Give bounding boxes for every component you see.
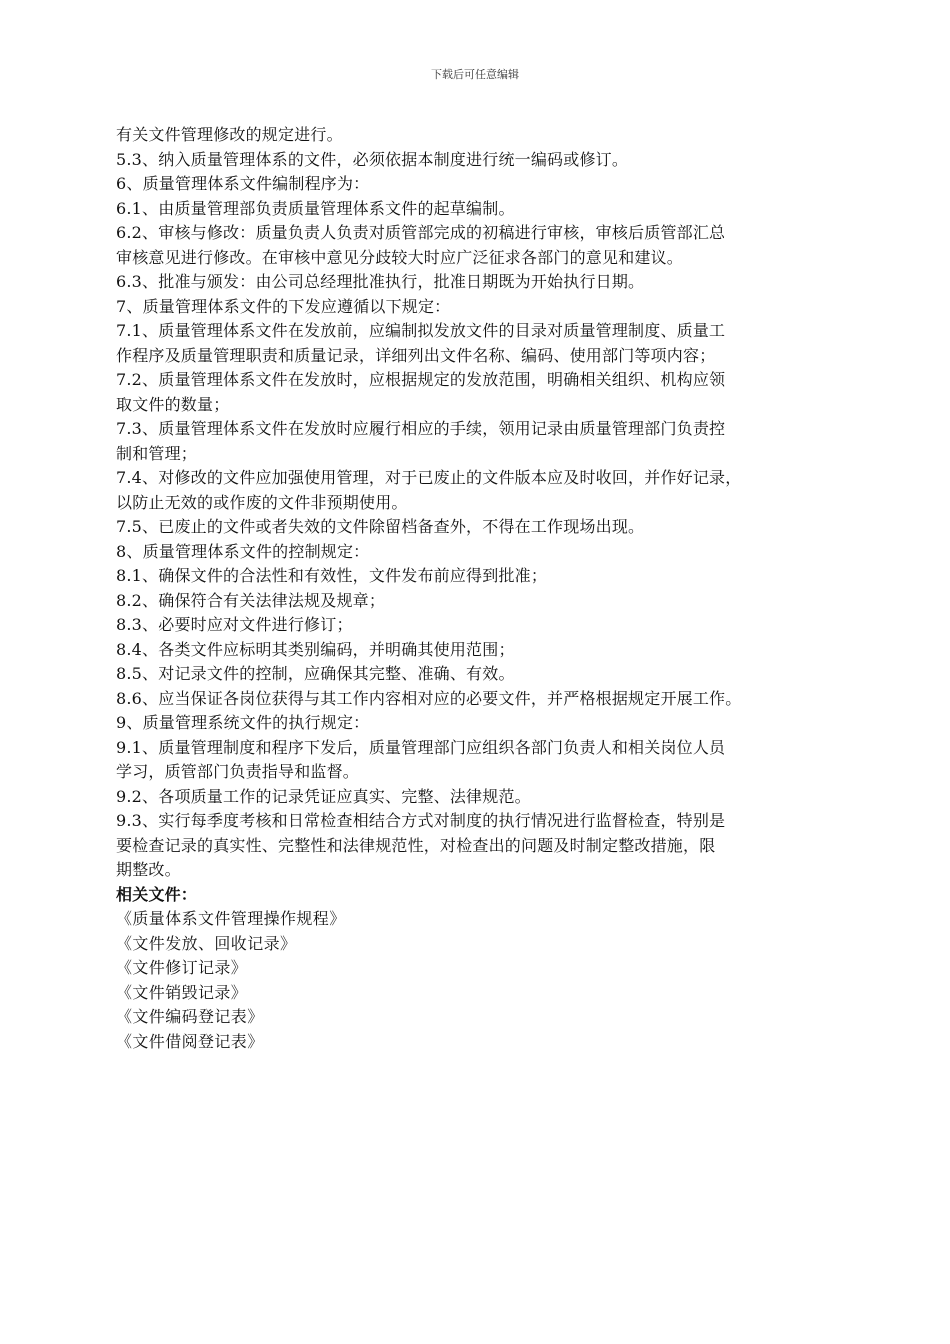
body-line: 9、质量管理系统文件的执行规定： xyxy=(116,713,370,732)
body-line: 8.2、确保符合有关法律法规及规章； xyxy=(116,590,386,610)
related-document-item: 《文件借阅登记表》 xyxy=(116,1031,264,1051)
body-line: 7.3、质量管理体系文件在发放时应履行相应的手续，领用记录由质量管理部门负责控 xyxy=(116,419,726,438)
body-line: 8.1、确保文件的合法性和有效性，文件发布前应得到批准； xyxy=(116,566,548,585)
body-line: 8、质量管理体系文件的控制规定： xyxy=(116,541,370,561)
body-line: 8.6、应当保证各岗位获得与其工作内容相对应的必要文件，并严格根据规定开展工作。 xyxy=(116,688,742,708)
related-document-item: 《文件修订记录》 xyxy=(116,958,248,977)
body-line: 6.3、批准与颁发：由公司总经理批准执行，批准日期既为开始执行日期。 xyxy=(116,272,645,291)
body-line: 8.5、对记录文件的控制，应确保其完整、准确、有效。 xyxy=(116,664,515,683)
body-line: 8.4、各类文件应标明其类别编码，并明确其使用范围； xyxy=(116,639,515,659)
body-line: 有关文件管理修改的规定进行。 xyxy=(116,125,343,144)
body-line: 7.1、质量管理体系文件在发放前，应编制拟发放文件的目录对质量管理制度、质量工 xyxy=(116,321,726,340)
body-line: 6.2、审核与修改：质量负责人负责对质管部完成的初稿进行审核，审核后质管部汇总 xyxy=(116,223,726,242)
related-documents-list xyxy=(116,907,846,1054)
body-line: 7.2、质量管理体系文件在发放时，应根据规定的发放范围，明确相关组织、机构应领 xyxy=(116,370,726,389)
body-line: 审核意见进行修改。在审核中意见分歧较大时应广泛征求各部门的意见和建议。 xyxy=(116,247,684,267)
document-body xyxy=(116,123,846,1054)
body-line: 8.3、必要时应对文件进行修订； xyxy=(116,615,353,634)
body-line: 6.1、由质量管理部负责质量管理体系文件的起草编制。 xyxy=(116,198,515,218)
body-line: 以防止无效的或作废的文件非预期使用。 xyxy=(116,492,408,512)
body-line: 取文件的数量； xyxy=(116,394,230,414)
body-line: 要检查记录的真实性、完整性和法律规范性，对检查出的问题及时制定整改措施，限 xyxy=(116,835,716,855)
related-documents-heading: 相关文件： xyxy=(116,884,198,904)
page-header-note: 下载后可任意编辑 xyxy=(431,68,519,81)
body-line: 学习，质管部门负责指导和监督。 xyxy=(116,762,360,781)
related-document-item: 《文件编码登记表》 xyxy=(116,1007,264,1026)
body-line: 7.5、已废止的文件或者失效的文件除留档备查外，不得在工作现场出现。 xyxy=(116,517,645,536)
body-line: 制和管理； xyxy=(116,443,198,463)
body-line: 期整改。 xyxy=(116,860,181,879)
related-document-item: 《质量体系文件管理操作规程》 xyxy=(116,909,346,928)
body-line: 7、质量管理体系文件的下发应遵循以下规定： xyxy=(116,296,451,316)
body-line: 9.1、质量管理制度和程序下发后，质量管理部门应组织各部门负责人和相关岗位人员 xyxy=(116,737,726,757)
body-line: 9.2、各项质量工作的记录凭证应真实、完整、法律规范。 xyxy=(116,786,531,806)
body-line: 9.3、实行每季度考核和日常检查相结合方式对制度的执行情况进行监督检查，特别是 xyxy=(116,811,726,830)
body-line: 7.4、对修改的文件应加强使用管理，对于已废止的文件版本应及时收回，并作好记录， xyxy=(116,468,742,487)
body-line: 作程序及质量管理职责和质量记录，详细列出文件名称、编码、使用部门等项内容； xyxy=(116,345,716,365)
related-document-item: 《文件发放、回收记录》 xyxy=(116,933,297,953)
body-line: 5.3、纳入质量管理体系的文件，必须依据本制度进行统一编码或修订。 xyxy=(116,149,629,169)
related-document-item: 《文件销毁记录》 xyxy=(116,982,248,1002)
body-line: 6、质量管理体系文件编制程序为： xyxy=(116,174,370,193)
